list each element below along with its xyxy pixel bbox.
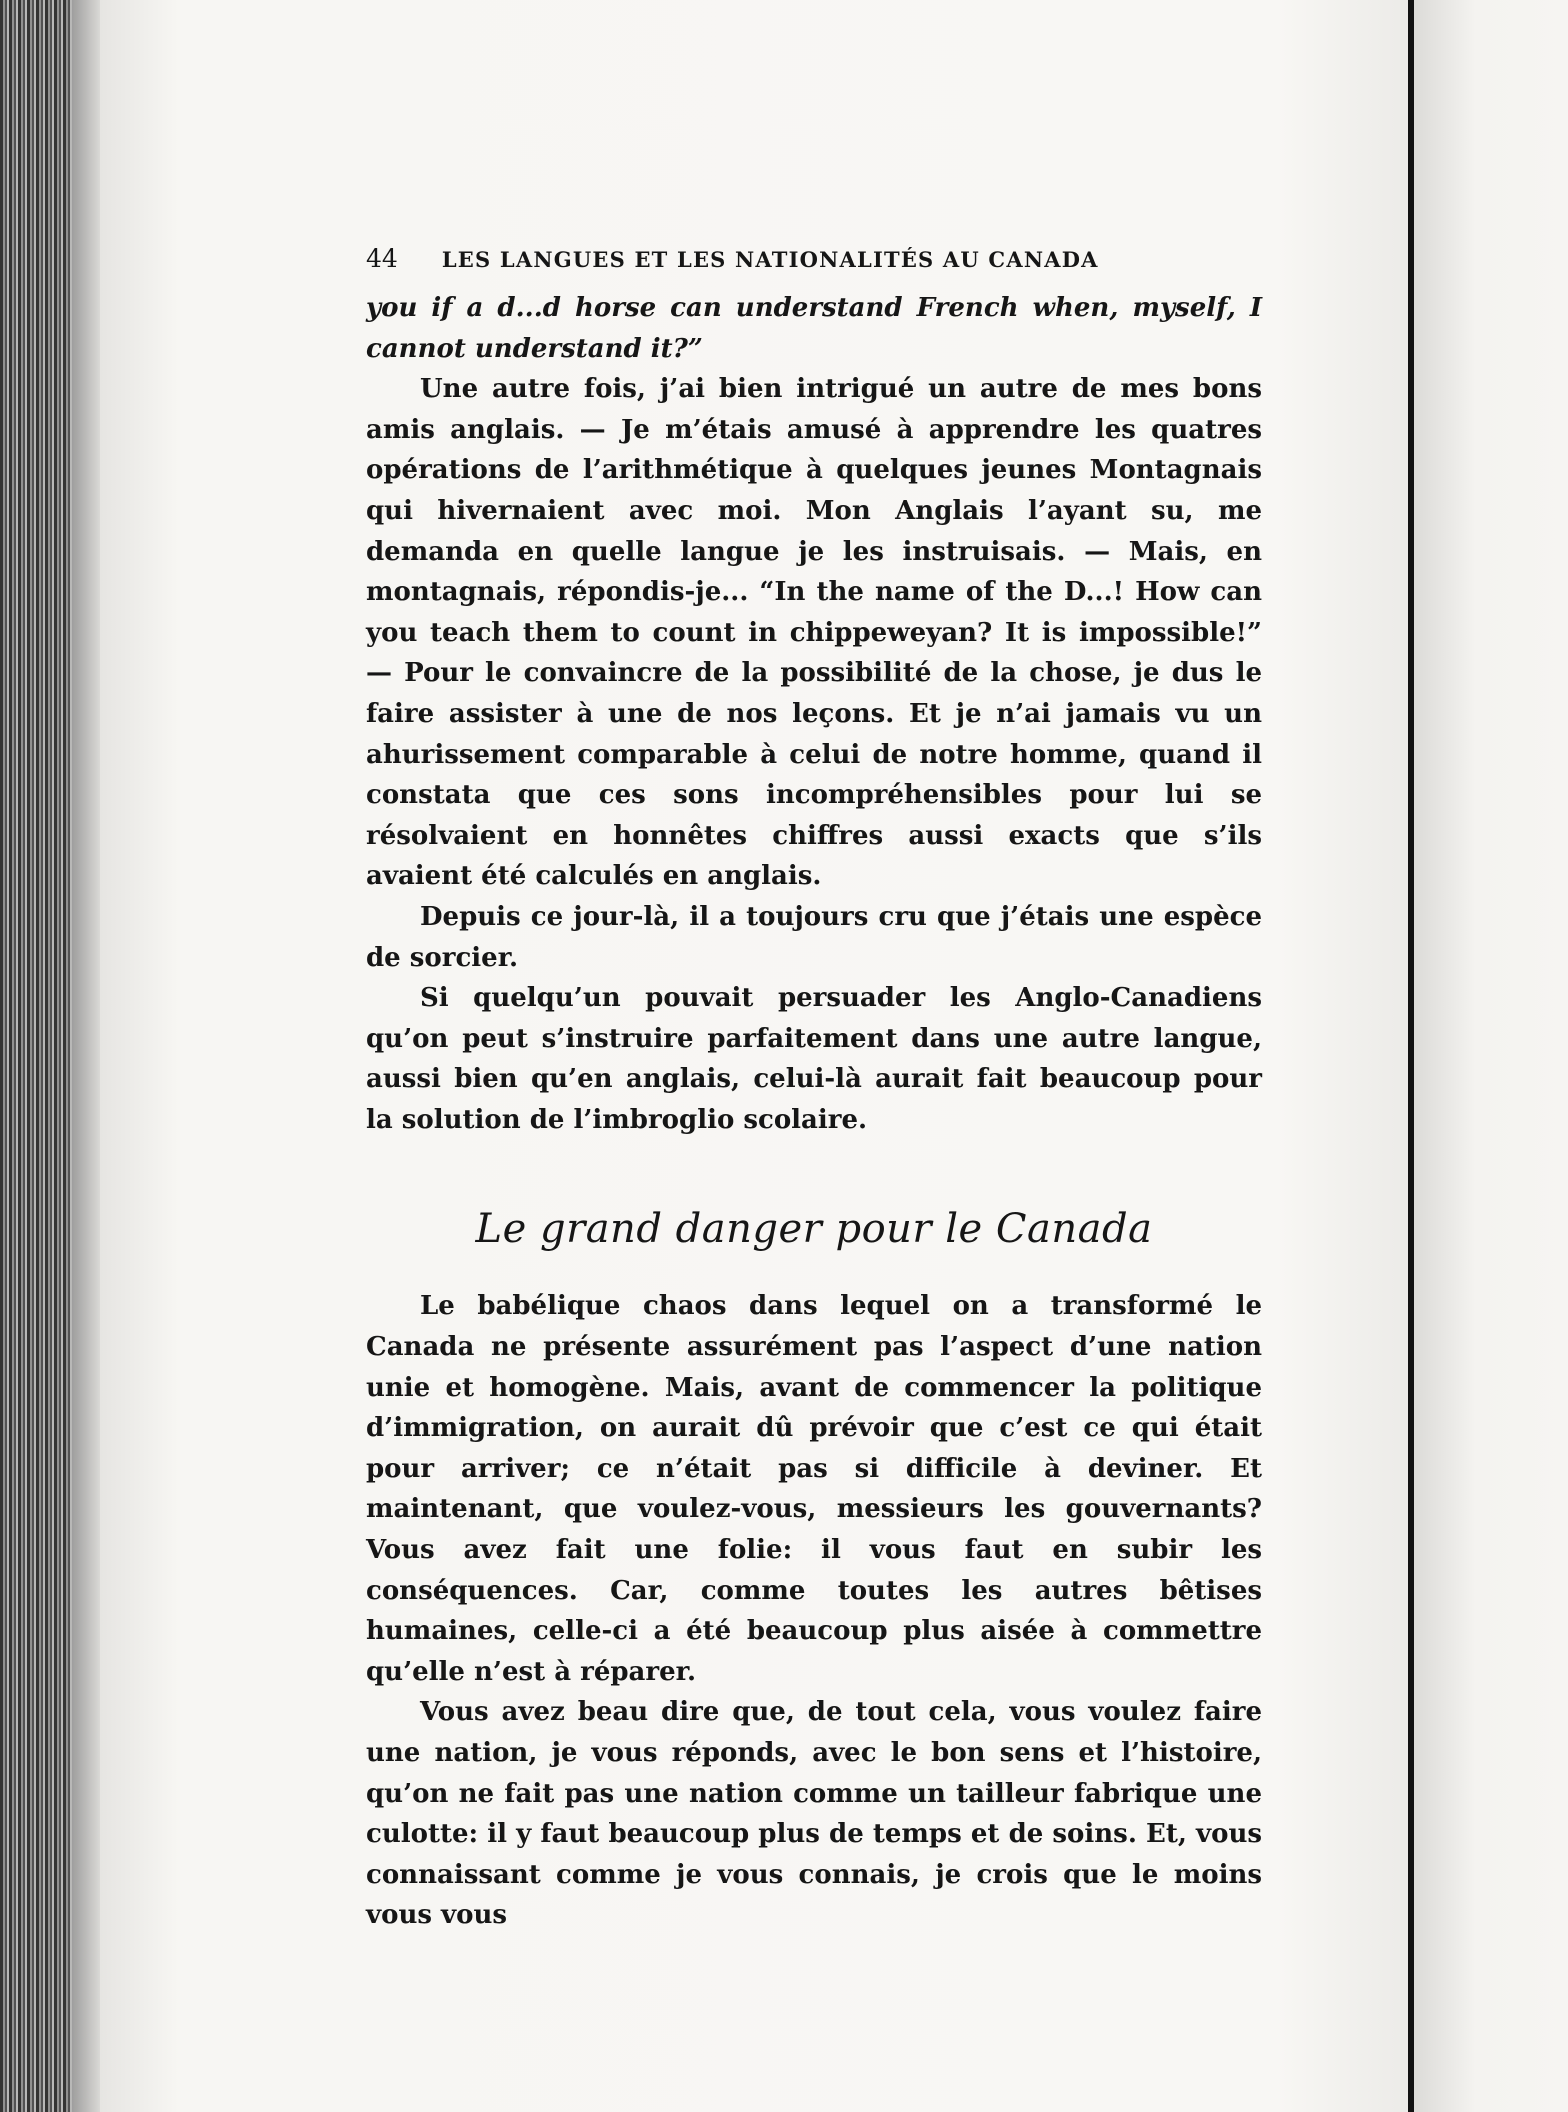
paragraph-sorcier: Depuis ce jour-là, il a toujours cru que j’étais une espèce de sorcier. (366, 901, 1262, 973)
paragraph-chaos: Le babélique chaos dans lequel on a transformé le Canada ne présente assurément pas l’aspect d’une nation unie et homogène. Mais, avant de commencer la politique d’immigration, on aurait dû prévoir que c’est ce qui était pour arriver; ce n’était pas si difficile à deviner. Et maintenant, que voulez-vous, messieurs les gouvernants? Vous avez fait une folie: il vous faut en subir les conséquences. Car, comme toutes les autres bêtises humaines, celle-ci a été beaucoup plus aisée à commettre qu’elle n’est à réparer. (366, 1291, 1262, 1687)
page-number: 44 (366, 244, 398, 273)
paragraph-anecdote: Une autre fois, j’ai bien intrigué un autre de mes bons amis anglais. — Je m’étais amusé à apprendre les quatres opérations de l’arithmétique à quelques jeunes Montagnais qui hivernaient avec moi. Mon Anglais l’ayant su, me demanda en quelle langue je les instruisais. — Mais, en montagnais, répondis-je... “In the name of the D...! How can you teach them to count in chippeweyan? It is impossible!” — Pour le convaincre de la possibilité de la chose, je dus le faire assister à une de nos leçons. Et je n’ai jamais vu un ahurissement comparable à celui de notre homme, quand il constata que ces sons incompréhensibles pour lui se résolvaient en honnêtes chiffres aussi exacts que s’ils avaient été calculés en anglais. (366, 374, 1262, 892)
paragraph-nation: Vous avez beau dire que, de tout cela, vous voulez faire une nation, je vous réponds, avec le bon sens et l’histoire, qu’on ne fait pas une nation comme un tailleur fabrique une culotte: il y faut beaucoup plus de temps et de soins. Et, vous connaissant comme je vous connais, je crois que le moins vous vous (366, 1697, 1262, 1931)
paragraph-continued-quote: you if a d...d horse can understand French when, myself, I cannot understand it?” (366, 293, 1262, 364)
section-heading: Le grand danger pour le Canada (475, 1206, 1153, 1253)
stacked-page-edges (0, 0, 100, 2112)
paragraph-persuade: Si quelqu’un pouvait persuader les Anglo-Canadiens qu’on peut s’instruire parfaitement dans une autre langue, aussi bien qu’en anglais, celui-là aurait fait beaucoup pour la solution de l’imbroglio scolaire. (366, 983, 1262, 1135)
page-content (366, 244, 1262, 1936)
running-title: LES LANGUES ET LES NATIONALITÉS AU CANADA (441, 247, 1099, 272)
facing-page-edge (1414, 0, 1568, 2112)
running-head (366, 244, 1262, 284)
